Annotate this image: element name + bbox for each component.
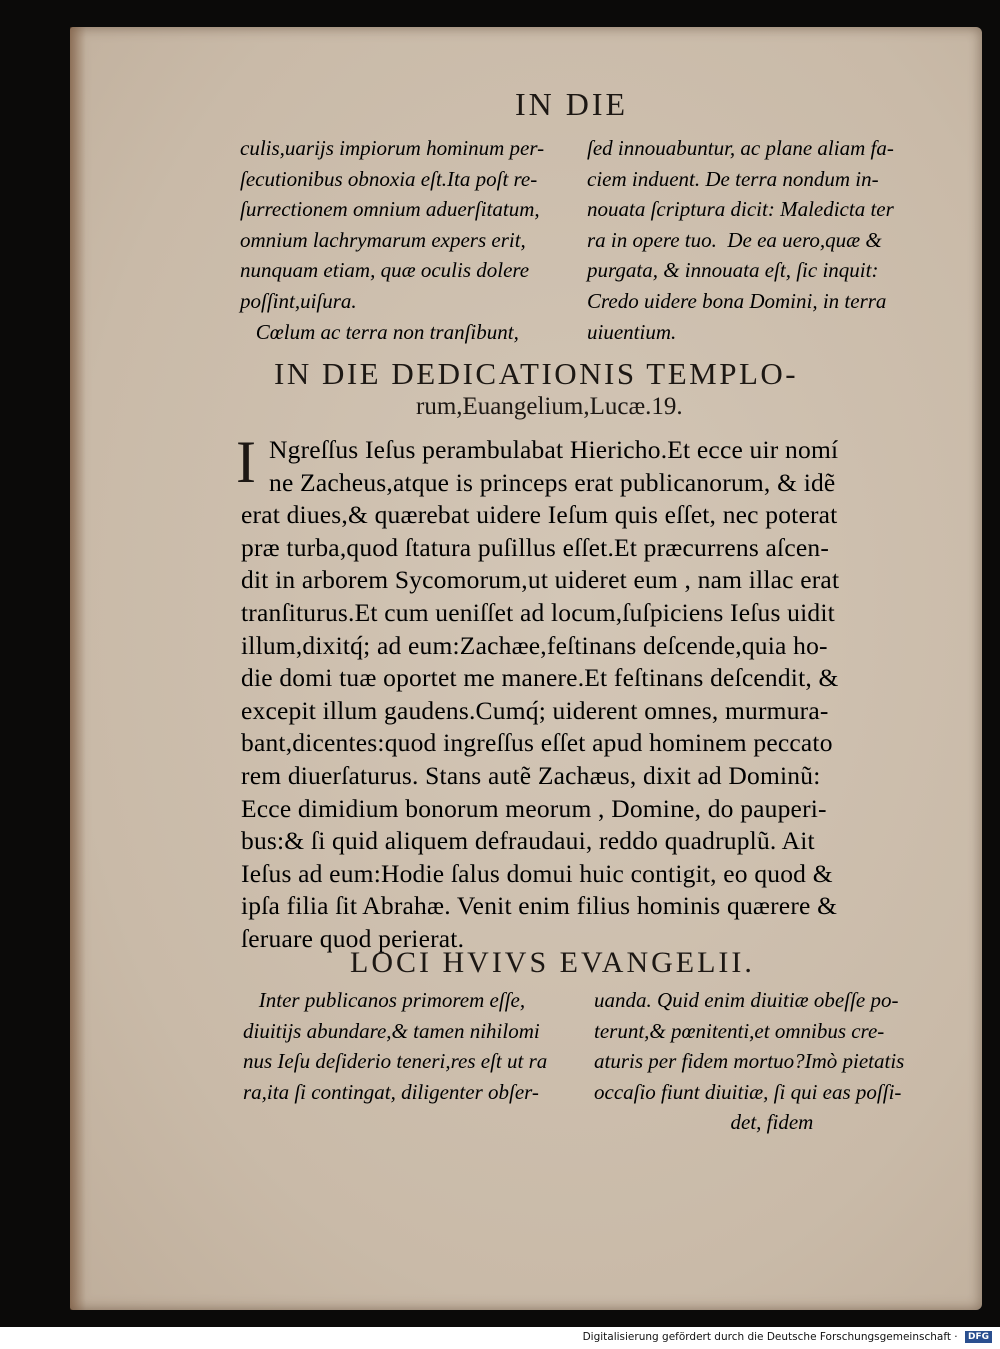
funding-credit-text: Digitalisierung gefördert durch die Deutsche Forschungsgemeinschaft ·	[582, 1331, 958, 1343]
text-line: ra in opere tuo. De ea uero,quæ &	[587, 227, 882, 252]
text-line: illum,dixitq́; ad eum:Zachæe,feſtinans deſcende,quia ho-	[241, 630, 828, 660]
text-line: Credo uidere bona Domini, in terra	[587, 288, 887, 313]
catchword-line: det, fidem	[594, 1110, 814, 1135]
text-line: erat diues,& quærebat uidere Ieſum quis eſſet, nec poterat	[241, 500, 838, 530]
text-line: rem diuerſaturus. Stans autẽ Zachæus, dixit ad Dominũ:	[241, 760, 821, 790]
dfg-logo: DFG	[965, 1331, 992, 1343]
text-line: culis,uarijs impiorum hominum per-	[240, 136, 545, 160]
bottom-right-column	[594, 985, 904, 1138]
text-line: excepit illum gaudens.Cumq́; uiderent omnes, murmura-	[241, 695, 829, 725]
text-line: terunt,& pœnitenti,et omnibus cre-	[594, 1018, 885, 1043]
text-line: ne Zacheus,atque is princeps erat publicanorum, & idẽ	[269, 467, 836, 497]
text-line: ipſa filia ſit Abrahæ. Venit enim filius hominis quærere &	[241, 891, 838, 921]
text-line: ſed innouabuntur, ac plane aliam fa-	[587, 136, 894, 160]
text-line: Ecce dimidium bonorum meorum , Domine, do pauperi-	[241, 793, 827, 823]
running-head: IN DIE	[515, 86, 629, 122]
text-line: ſeruare quod perierat.	[241, 923, 465, 953]
text-line: occaſio fiunt diuitiæ, ſi qui eas poſſi-	[594, 1079, 902, 1104]
section-heading-continuation: rum,Euangelium,Lucæ.19.	[416, 393, 683, 420]
text-line: bus:& ſi quid aliquem defraudaui, reddo quadruplũ. Ait	[241, 826, 815, 856]
text-line: bant,dicentes:quod ingreſſus eſſet apud hominem peccato	[241, 728, 833, 758]
text-line: poſſint,uiſura.	[240, 288, 357, 313]
text-line: Inter publicanos primorem eſſe,	[243, 988, 526, 1012]
top-right-column	[587, 133, 894, 347]
text-line: ra,ita ſi contingat, diligenter obſer-	[243, 1079, 539, 1104]
text-line: uanda. Quid enim diuitiæ obeſſe po-	[594, 988, 899, 1012]
text-line: ſurrectionem omnium aduerſitatum,	[240, 197, 540, 222]
gospel-text	[241, 434, 839, 956]
text-line: purgata, & innouata eſt, ſic inquit:	[587, 258, 879, 283]
text-line: ciem induent. De terra nondum in-	[587, 166, 879, 191]
bottom-left-column	[243, 985, 547, 1107]
text-line: Cœlum ac terra non tranſibunt,	[240, 319, 519, 344]
text-line: Ngreſſus Ieſus perambulabat Hiericho.Et ecce uir nomí	[269, 435, 839, 464]
text-line: præ turba,quod ſtatura puſillus eſſet.Et præcurrens aſcen-	[241, 532, 830, 562]
section-heading: IN DIE DEDICATIONIS TEMPLO-	[274, 356, 799, 391]
text-line: diuitijs abundare,& tamen nihilomi	[243, 1018, 540, 1043]
text-line: uiuentium.	[587, 319, 677, 344]
text-line: aturis per fidem mortuo?Imò pietatis	[594, 1049, 905, 1074]
text-line: omnium lachrymarum expers erit,	[240, 227, 526, 252]
text-line: nunquam etiam, quæ oculis dolere	[240, 258, 530, 283]
text-line: nouata ſcriptura dicit: Maledicta ter	[587, 197, 894, 222]
text-line: ſecutionibus obnoxia eſt.Ita poſt re-	[240, 166, 538, 191]
text-line: nus Ieſu deſiderio teneri,res eſt ut ra	[243, 1049, 548, 1074]
funding-credit	[583, 1331, 992, 1343]
text-line: die domi tuæ oportet me manere.Et feſtinans deſcendit, &	[241, 663, 839, 693]
top-left-column	[240, 133, 544, 347]
loci-heading: LOCI HVIVS EVANGELII.	[350, 946, 755, 979]
text-line: dit in arborem Sycomorum,ut uideret eum , nam illac erat	[241, 565, 840, 595]
drop-cap: I	[236, 429, 256, 495]
text-line: tranſiturus.Et cum ueniſſet ad locum,ſuſpiciens Ieſus uidit	[241, 597, 835, 627]
text-line: Ieſus ad eum:Hodie ſalus domui huic contigit, eo quod &	[241, 858, 833, 888]
